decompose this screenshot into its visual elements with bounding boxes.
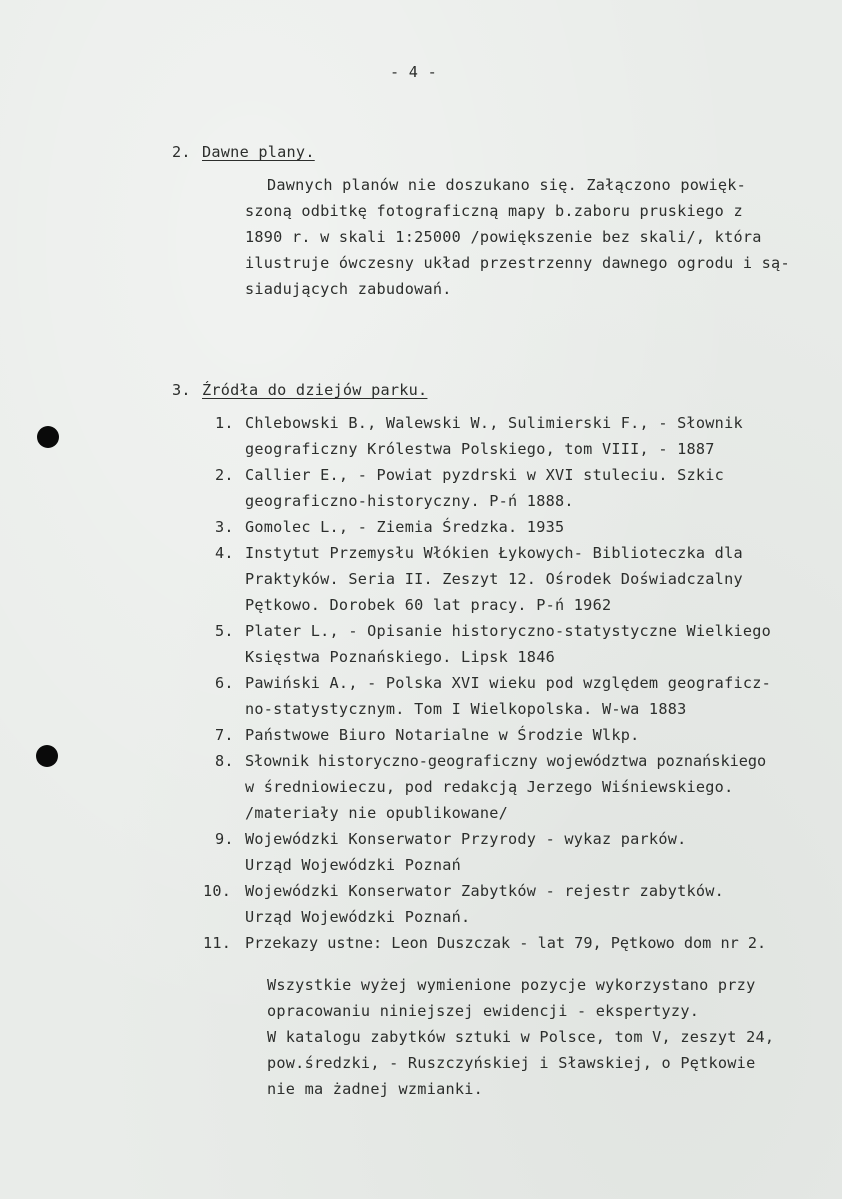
source-item-line: geograficzny Królestwa Polskiego, tom VIII, - 1887 — [245, 440, 715, 458]
source-item-line: Urząd Wojewódzki Poznań — [245, 856, 462, 874]
section-2-text-line: siadujących zabudowań. — [245, 280, 452, 298]
section-2-text-line: 1890 r. w skali 1:25000 /powiększenie bez skali/, która — [245, 228, 762, 246]
source-item-line: Praktyków. Seria II. Zeszyt 12. Ośrodek Doświadczalny — [245, 570, 743, 588]
source-item-line: Księstwa Poznańskiego. Lipsk 1846 — [245, 648, 555, 666]
source-item-line: Państwowe Biuro Notarialne w Środzie Wlkp. — [245, 726, 640, 744]
source-item-line: Pawiński A., - Polska XVI wieku pod względem geograficz- — [245, 674, 772, 692]
closing-text-line: Wszystkie wyżej wymienione pozycje wykorzystano przy — [267, 976, 756, 994]
source-item-number: 5. — [215, 622, 234, 640]
closing-text-line: pow.średzki, - Ruszczyńskiej i Sławskiej, o Pętkowie — [267, 1054, 756, 1072]
section-3-number: 3. — [172, 381, 191, 399]
punch-hole — [37, 426, 59, 448]
source-item-number: 11. — [203, 934, 232, 952]
closing-text-line: opracowaniu niniejszej ewidencji - ekspertyzy. — [267, 1002, 700, 1020]
source-item-number: 4. — [215, 544, 234, 562]
source-item-line: geograficzno-historyczny. P-ń 1888. — [245, 492, 574, 510]
punch-hole — [36, 745, 58, 767]
source-item-line: Urząd Wojewódzki Poznań. — [245, 908, 471, 926]
source-item-line: Instytut Przemysłu Włókien Łykowych- Biblioteczka dla — [245, 544, 743, 562]
source-item-line: Pętkowo. Dorobek 60 lat pracy. P-ń 1962 — [245, 596, 612, 614]
source-item-line: Callier E., - Powiat pyzdrski w XVI stuleciu. Szkic — [245, 466, 725, 484]
closing-text-line: W katalogu zabytków sztuki w Polsce, tom V, zeszyt 24, — [267, 1028, 775, 1046]
section-2-number: 2. — [172, 143, 191, 161]
source-item-line: Chlebowski B., Walewski W., Sulimierski F., - Słownik — [245, 414, 743, 432]
source-item-number: 6. — [215, 674, 234, 692]
source-item-line: no-statystycznym. Tom I Wielkopolska. W-wa 1883 — [245, 700, 687, 718]
section-2-text-line: ilustruje ówczesny układ przestrzenny dawnego ogrodu i są- — [245, 254, 790, 272]
source-item-line: Przekazy ustne: Leon Duszczak - lat 79, Pętkowo dom nr 2. — [245, 934, 767, 952]
source-item-line: Wojewódzki Konserwator Przyrody - wykaz parków. — [245, 830, 687, 848]
source-item-number: 8. — [215, 752, 234, 770]
source-item-line: w średniowieczu, pod redakcją Jerzego Wiśniewskiego. — [245, 778, 734, 796]
source-item-number: 10. — [203, 882, 232, 900]
section-2-title: Dawne plany. — [202, 143, 315, 161]
source-item-line: Plater L., - Opisanie historyczno-statystyczne Wielkiego — [245, 622, 772, 640]
source-item-number: 3. — [215, 518, 234, 536]
section-3-title: Źródła do dziejów parku. — [202, 381, 428, 399]
page-number: - 4 - — [390, 63, 437, 81]
section-2-text-line: Dawnych planów nie doszukano się. Załączono powięk- — [267, 176, 747, 194]
source-item-number: 1. — [215, 414, 234, 432]
source-item-line: Gomolec L., - Ziemia Średzka. 1935 — [245, 518, 565, 536]
source-item-line: Wojewódzki Konserwator Zabytków - rejestr zabytków. — [245, 882, 725, 900]
source-item-number: 7. — [215, 726, 234, 744]
closing-text-line: nie ma żadnej wzmianki. — [267, 1080, 484, 1098]
source-item-number: 2. — [215, 466, 234, 484]
source-item-line: /materiały nie opublikowane/ — [245, 804, 509, 822]
source-item-line: Słownik historyczno-geograficzny województwa poznańskiego — [245, 752, 767, 770]
source-item-number: 9. — [215, 830, 234, 848]
section-2-text-line: szoną odbitkę fotograficzną mapy b.zaboru pruskiego z — [245, 202, 743, 220]
